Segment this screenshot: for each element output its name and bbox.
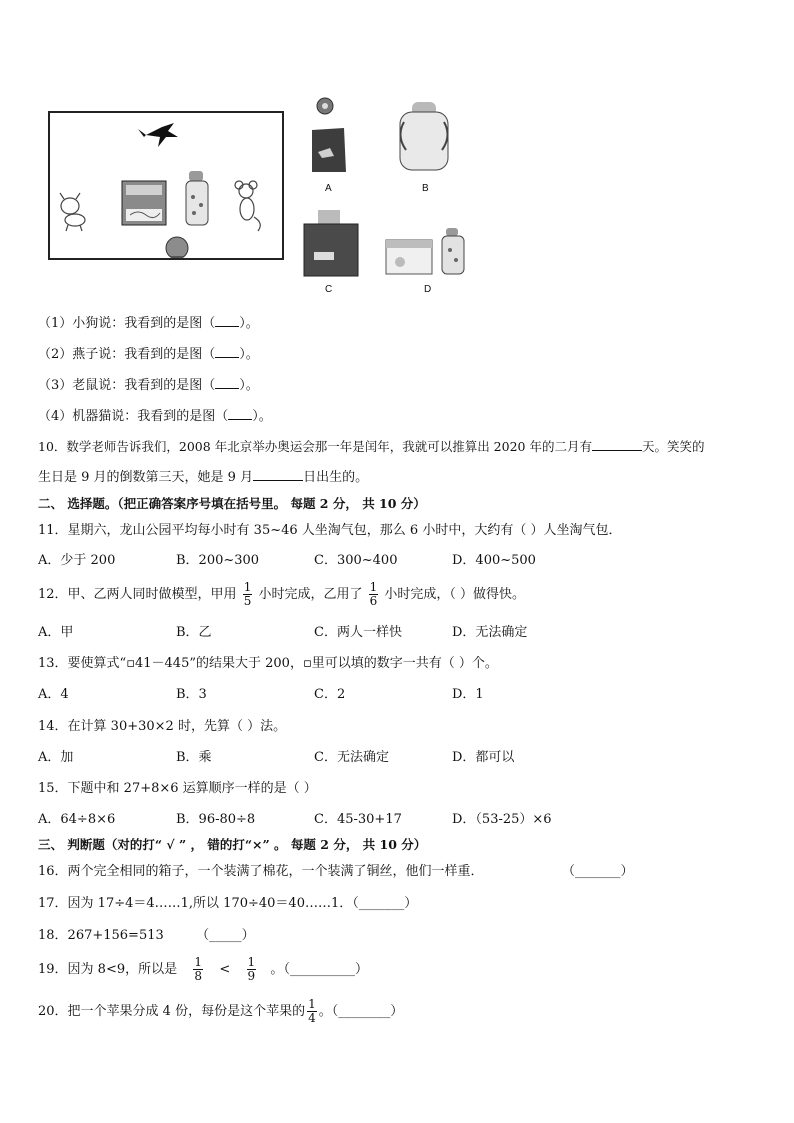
q12-option-a[interactable]: A．甲	[38, 625, 74, 640]
q19-row: 19．因为 8<9，所以是 $\frac{1}{8}$ < $\frac{1}{9}$ 。（__________）	[38, 955, 368, 983]
answer-blank[interactable]	[253, 467, 303, 481]
section-3-heading: 三、 判断题（对的打“ √ ” ， 错的打“×” 。 每题 2 分， 共 10 分）	[38, 837, 427, 852]
q11-stem: 11．星期六，龙山公园平均每小时有 35~46 人坐淘气包，那么 6 小时中，大约有（ ）人坐淘气包．	[38, 523, 622, 538]
q9-part-4: （4）机器猫说：我看到的是图（ ）。	[38, 406, 272, 426]
option-a-label: A	[325, 183, 332, 194]
answer-blank[interactable]	[215, 313, 239, 327]
fraction-one-fifth: $\frac{1}{5}$	[243, 580, 252, 608]
q14-option-d[interactable]: D．都可以	[452, 750, 515, 765]
q12-option-d[interactable]: D．无法确定	[452, 625, 528, 640]
option-figures	[300, 92, 490, 302]
bottle-icon	[186, 171, 208, 225]
option-c-image	[304, 210, 358, 276]
scene-figure	[48, 111, 284, 260]
q15-option-d[interactable]: D．（53-25）×6	[452, 812, 552, 827]
q20-row: 20．把一个苹果分成 4 份，每份是这个苹果的 $\frac{1}{4}$ 。（________）	[38, 997, 404, 1025]
fraction-one-ninth: $\frac{1}{9}$	[247, 955, 256, 983]
q12-option-b[interactable]: B．乙	[176, 625, 212, 640]
scene-drawing	[50, 113, 282, 258]
q15-option-c[interactable]: C．45-30+17	[314, 812, 402, 827]
q17-answer-paren[interactable]: （_______）	[352, 896, 418, 911]
q14-option-b[interactable]: B．乘	[176, 750, 212, 765]
q16-answer-paren[interactable]: （_______）	[562, 864, 634, 879]
q20-answer-paren[interactable]: （________）	[331, 1004, 404, 1019]
option-c-label: C	[325, 284, 333, 295]
box-icon	[122, 181, 166, 225]
q16-stem: 16．两个完全相同的箱子，一个装满了棉花，一个装满了铜丝，他们一样重．	[38, 864, 484, 879]
q13-option-a[interactable]: A．4	[38, 687, 69, 702]
option-b-label: B	[422, 183, 429, 194]
q11-option-d[interactable]: D．400~500	[452, 553, 536, 568]
q14-stem: 14．在计算 30+30×2 时，先算（ ）法。	[38, 719, 287, 734]
q17-stem: 17．因为 17÷4＝4……1,所以 170÷40＝40……1．	[38, 896, 353, 911]
q13-stem: 13．要使算式“▫41－445”的结果大于 200，▫里可以填的数字一共有（ ）个。	[38, 656, 498, 671]
q15-option-b[interactable]: B．96-80÷8	[176, 812, 256, 827]
answer-blank[interactable]	[592, 437, 642, 451]
section-2-heading: 二、 选择题。（把正确答案序号填在括号里。 每题 2 分， 共 10 分）	[38, 496, 426, 511]
robot-cat-icon	[166, 237, 188, 258]
answer-blank[interactable]	[215, 375, 239, 389]
q18-answer-paren[interactable]: （_____）	[196, 928, 255, 943]
mouse-icon	[235, 181, 260, 231]
q13-option-c[interactable]: C．2	[314, 687, 346, 702]
q12-option-c[interactable]: C．两人一样快	[314, 625, 402, 640]
fraction-one-quarter: $\frac{1}{4}$	[308, 997, 316, 1025]
q15-option-a[interactable]: A．64÷8×6	[38, 812, 116, 827]
option-d-label: D	[424, 284, 432, 295]
q14-option-a[interactable]: A．加	[38, 750, 74, 765]
q11-option-a[interactable]: A．少于 200	[38, 553, 116, 568]
q10-line-2: 生日是 9 月的倒数第三天，她是 9 月 日出生的。	[38, 467, 368, 487]
fraction-one-sixth: $\frac{1}{6}$	[369, 580, 378, 608]
option-b-image	[400, 102, 448, 170]
answer-blank[interactable]	[228, 406, 252, 420]
option-d-image	[386, 228, 464, 274]
q11-option-b[interactable]: B．200~300	[176, 553, 260, 568]
q10-line-1: 10．数学老师告诉我们，2008 年北京举办奥运会那一年是闰年，我就可以推算出 2020 年的二月有 天。笑笑的	[38, 439, 705, 454]
answer-blank[interactable]	[215, 344, 239, 358]
swallow-icon	[138, 123, 178, 147]
q11-option-c[interactable]: C．300~400	[314, 553, 398, 568]
q18-row	[38, 927, 255, 945]
option-drawings	[300, 92, 490, 302]
q13-option-b[interactable]: B．3	[176, 687, 207, 702]
q15-stem: 15．下题中和 27+8×6 运算顺序一样的是（ ）	[38, 781, 317, 796]
q9-part-2: （2）燕子说：我看到的是图（ ）。	[38, 344, 259, 364]
fraction-one-eighth: $\frac{1}{8}$	[194, 955, 203, 983]
q9-part-3: （3）老鼠说：我看到的是图（ ）。	[38, 375, 259, 395]
q13-option-d[interactable]: D．1	[452, 687, 484, 702]
q12-stem: 12．甲、乙两人同时做模型，甲用 $\frac{1}{5}$ 小时完成，乙用了 $\frac{1}{6}$ 小时完成，（ ）做得快。	[38, 580, 526, 608]
option-a-image	[312, 98, 346, 172]
q18-stem: 18．267+156=513	[38, 928, 164, 943]
q9-part-1: （1）小狗说：我看到的是图（ ）。	[38, 313, 259, 333]
dog-icon	[60, 193, 85, 231]
q17-row	[38, 895, 417, 913]
q14-option-c[interactable]: C．无法确定	[314, 750, 389, 765]
q19-answer-paren[interactable]: （__________）	[283, 962, 368, 977]
